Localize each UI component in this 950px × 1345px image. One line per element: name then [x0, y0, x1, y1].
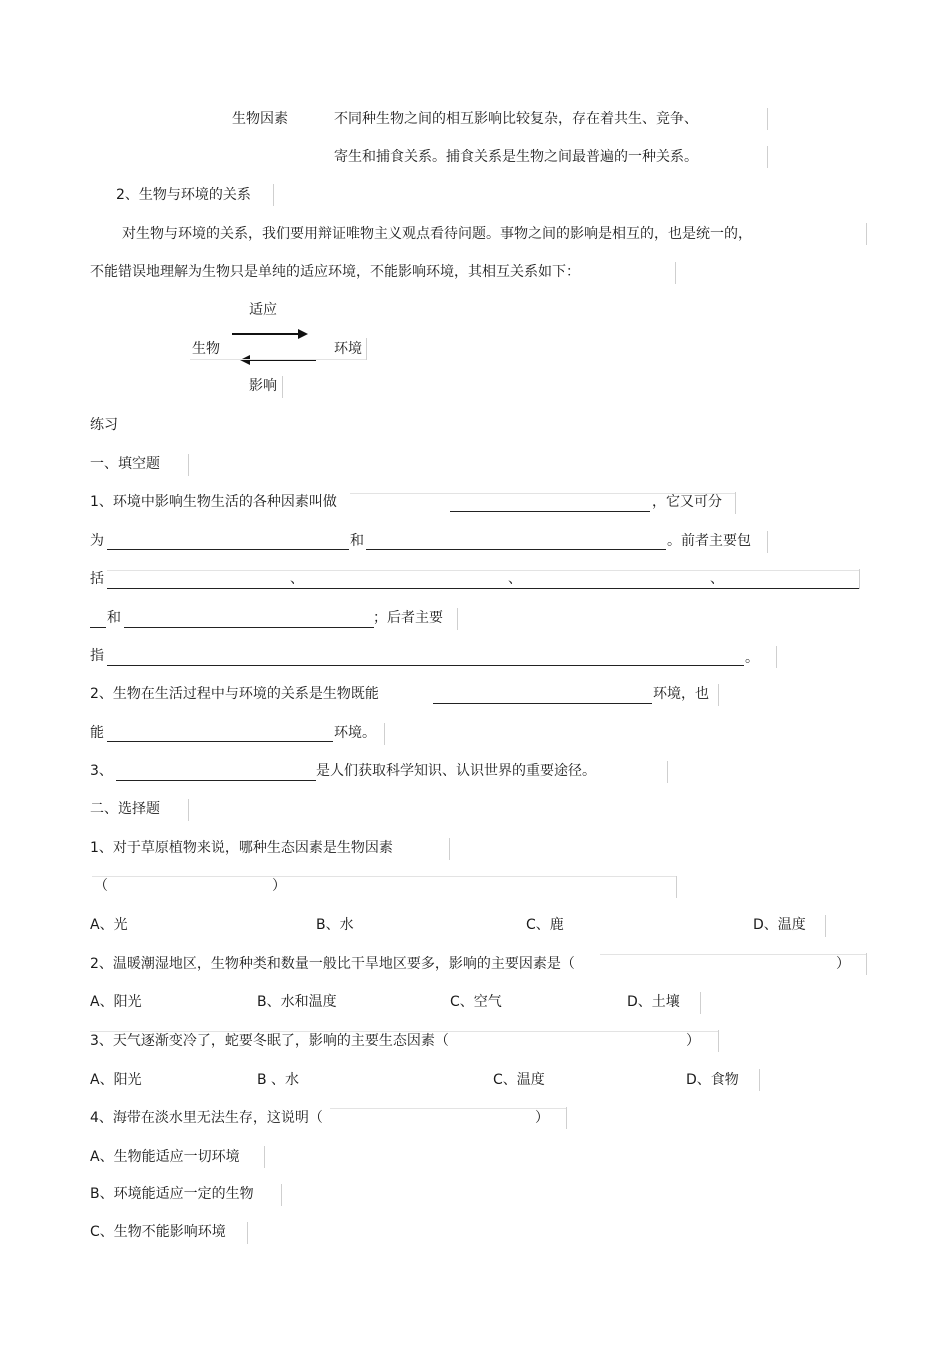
c1-option-d[interactable]: D、温度 — [753, 917, 806, 933]
c3-stem: 3、天气逐渐变冷了，蛇要冬眠了，影响的主要生态因素（ — [90, 1033, 449, 1049]
blank-line[interactable] — [107, 665, 744, 666]
diagram-label-influence: 影响 — [249, 378, 277, 394]
q1-line3-lead: 括 — [90, 571, 104, 587]
frame-edge — [675, 262, 676, 284]
bio-factor-text-1: 不同种生物之间的相互影响比较复杂，存在着共生、竞争、 — [334, 111, 698, 127]
frame-edge — [330, 1108, 566, 1109]
c1-option-b[interactable]: B、水 — [316, 917, 354, 933]
c2-option-b[interactable]: B、水和温度 — [257, 994, 337, 1010]
q1-line5-end: 。 — [745, 650, 759, 666]
exercise-title: 练习 — [90, 417, 118, 433]
frame-edge — [667, 761, 668, 783]
diagram-label-environment: 环境 — [334, 341, 362, 357]
frame-edge — [759, 1069, 760, 1091]
frame-edge — [767, 108, 768, 130]
frame-edge — [866, 223, 867, 245]
blank-line[interactable] — [116, 780, 316, 781]
c4-option-a[interactable]: A、生物能适应一切环境 — [90, 1149, 240, 1165]
blank-line[interactable] — [107, 588, 859, 589]
diagram-label-adapt: 适应 — [249, 302, 277, 318]
frame-edge — [718, 684, 719, 706]
c4-option-b[interactable]: B、环境能适应一定的生物 — [90, 1186, 254, 1202]
q3-stem: 是人们获取科学知识、认识世界的重要途径。 — [316, 763, 596, 779]
c2-paren-close: ） — [836, 956, 850, 972]
intro-paragraph-2: 不能错误地理解为生物只是单纯的适应环境，不能影响环境，其相互关系如下： — [90, 264, 580, 280]
blank-line[interactable] — [90, 627, 106, 628]
q1-stem-cont: ，它又可分 — [652, 494, 722, 510]
c2-stem: 2、温暖潮湿地区，生物种类和数量一般比干旱地区要多，影响的主要因素是（ — [90, 956, 575, 972]
q1-stem: 1、环境中影响生物生活的各种因素叫做 — [90, 494, 337, 510]
frame-edge — [767, 146, 768, 168]
blank-line[interactable] — [366, 549, 666, 550]
c3-option-a[interactable]: A、阳光 — [90, 1072, 142, 1088]
c1-paren-open: （ — [94, 878, 108, 894]
frame-edge — [566, 1107, 567, 1129]
blank-line[interactable] — [433, 703, 652, 704]
frame-edge — [247, 1222, 248, 1244]
frame-edge — [107, 570, 859, 571]
q1-line4-and: 和 — [107, 610, 121, 626]
part-2-title: 二、选择题 — [90, 801, 160, 817]
blank-line[interactable] — [450, 511, 650, 512]
intro-paragraph-1: 对生物与环境的关系，我们要用辩证唯物主义观点看待问题。事物之间的影响是相互的，也是统一的， — [122, 226, 752, 242]
frame-edge — [457, 608, 458, 630]
q2-line2-end: 环境。 — [334, 725, 376, 741]
arrow-left-icon — [238, 353, 318, 367]
section-2-title: 2、生物与环境的关系 — [116, 187, 251, 203]
frame-edge — [188, 799, 189, 821]
diagram-label-organism: 生物 — [192, 341, 220, 357]
frame-edge — [859, 569, 860, 589]
frame-edge — [776, 646, 777, 668]
q1-line3-sep: 、 — [290, 571, 304, 587]
frame-edge — [90, 1031, 718, 1032]
blank-line[interactable] — [107, 549, 349, 550]
q3-number: 3、 — [90, 763, 113, 779]
c2-option-a[interactable]: A、阳光 — [90, 994, 142, 1010]
bio-factor-label: 生物因素 — [232, 111, 288, 127]
frame-edge — [188, 454, 189, 476]
c3-option-b[interactable]: B 、水 — [257, 1072, 300, 1088]
c4-paren-close: ） — [535, 1110, 549, 1126]
frame-edge — [449, 838, 450, 860]
c3-paren-close: ） — [686, 1033, 700, 1049]
q1-line2-end: 。前者主要包 — [667, 533, 751, 549]
frame-edge — [92, 876, 676, 877]
c4-option-c[interactable]: C、生物不能影响环境 — [90, 1224, 226, 1240]
c1-option-c[interactable]: C、鹿 — [526, 917, 564, 933]
frame-edge — [264, 1146, 265, 1168]
c2-option-c[interactable]: C、空气 — [450, 994, 502, 1010]
frame-edge — [676, 876, 677, 898]
blank-line[interactable] — [107, 741, 333, 742]
c1-option-a[interactable]: A、光 — [90, 917, 128, 933]
part-1-title: 一、填空题 — [90, 456, 160, 472]
frame-edge — [273, 184, 274, 206]
q2-line2-lead: 能 — [90, 725, 104, 741]
q1-line3-sep: 、 — [710, 571, 724, 587]
arrow-right-icon — [230, 327, 310, 341]
frame-edge — [866, 953, 867, 975]
c3-option-c[interactable]: C、温度 — [493, 1072, 545, 1088]
q1-line2-and: 和 — [350, 533, 364, 549]
frame-edge — [825, 915, 826, 937]
bio-factor-text-2: 寄生和捕食关系。捕食关系是生物之间最普遍的一种关系。 — [334, 149, 698, 165]
q1-line2-lead: 为 — [90, 533, 104, 549]
frame-edge — [350, 493, 735, 494]
q2-stem: 2、生物在生活过程中与环境的关系是生物既能 — [90, 686, 379, 702]
frame-edge — [282, 376, 283, 398]
frame-edge — [718, 1030, 719, 1052]
c3-option-d[interactable]: D、食物 — [686, 1072, 739, 1088]
q1-line3-sep: 、 — [508, 571, 522, 587]
q1-line5-lead: 指 — [90, 648, 104, 664]
frame-edge — [190, 359, 366, 360]
q1-line4-end: ；后者主要 — [373, 610, 443, 626]
frame-edge — [700, 992, 701, 1014]
c2-option-d[interactable]: D、土壤 — [627, 994, 680, 1010]
frame-edge — [384, 723, 385, 745]
frame-edge — [281, 1184, 282, 1206]
frame-edge — [735, 492, 736, 514]
c1-paren-close: ） — [272, 878, 286, 894]
blank-line[interactable] — [124, 627, 374, 628]
frame-edge — [767, 531, 768, 553]
frame-edge — [600, 954, 866, 955]
frame-edge — [366, 338, 367, 360]
c1-stem: 1、对于草原植物来说，哪种生态因素是生物因素 — [90, 840, 393, 856]
c4-stem: 4、海带在淡水里无法生存，这说明（ — [90, 1110, 323, 1126]
q2-stem-cont: 环境，也 — [653, 686, 709, 702]
